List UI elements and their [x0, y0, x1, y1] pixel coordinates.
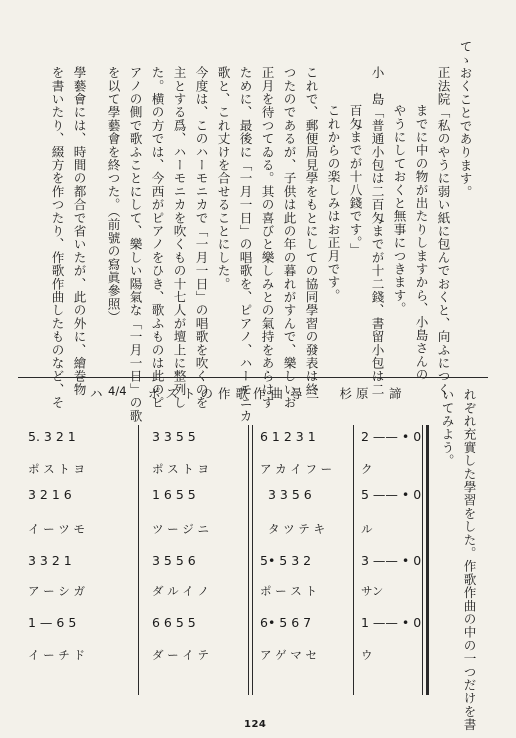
barline [353, 425, 354, 695]
text-column-8: これで、郵便局見學をもとにしての協同學習の發表は終 [303, 66, 319, 396]
right-text-column-1: れぞれ充實した學習をした。作歌作曲の中の一つだけを書 [461, 388, 477, 732]
measure-lyrics: ク [361, 462, 373, 476]
measure-notes: 5 —— • 0 [361, 487, 422, 502]
song-title: ポストの作歌作曲 [148, 386, 289, 401]
measure-lyrics: イ ー チ ド [28, 648, 85, 662]
song-author: 尋三 杉原 諦 [290, 386, 406, 401]
text-column-2: 正法院「私のやうに弱い紙に包んでおくと、向ふにつく [435, 66, 451, 396]
measure-notes: 1 6 5 5 [152, 487, 196, 502]
text-column-3: までに中の物が出たりしますから、小島さんの [413, 104, 429, 382]
measure-lyrics: ア ー シ ガ [28, 584, 85, 598]
measure-notes: 5. 3 2 1 [28, 429, 76, 444]
measure-lyrics: ポ ス ト ヨ [152, 462, 209, 476]
text-column-11: ために、最後に「一月一日」の唱歌を、ピアノ、ハーモニカ [237, 66, 253, 423]
measure-lyrics: ア カ イ フ ー [260, 462, 333, 476]
measure-notes: 1 — 6 5 [28, 615, 77, 630]
measure-notes: 6 1 2 3 1 [260, 429, 316, 444]
measure-notes: 1 —— • 0 [361, 615, 422, 630]
measure-notes: 3 5 5 6 [152, 553, 196, 568]
measure-notes: 6 6 5 5 [152, 615, 196, 630]
measure-lyrics: サン [361, 584, 384, 598]
measure-notes: 5• 5 3 2 [260, 553, 312, 568]
measure-lyrics: ル [361, 522, 373, 536]
text-column-5: 小 島「普通小包は二百匁までが十二錢、書留小包は二 [369, 66, 385, 396]
text-column-9: つたのであるが、子供は此の年の暮れがすんで、樂しいお [281, 66, 297, 410]
measure-lyrics: ダ ー イ テ [152, 648, 209, 662]
measure-lyrics: ダ ル イ ノ [152, 584, 209, 598]
measure-lyrics: イ ー ツ モ [28, 522, 85, 536]
song-time: 4/4 [108, 384, 127, 398]
right-text-column-2: いてみよう。 [439, 388, 455, 468]
measure-notes: 3 3 2 1 [28, 553, 72, 568]
page-number: 124 [244, 719, 267, 730]
measure-notes: 2 —— • 0 [361, 429, 422, 444]
text-column-14: 主とする爲、ハーモニカを吹くもの十七人が壇上に整列し [171, 66, 187, 410]
measure-notes: 3 —— • 0 [361, 553, 422, 568]
measure-notes: 6• 5 6 7 [260, 615, 312, 630]
text-column-10: 正月を待つてゐる。其の喜びと樂しみとの氣持をあらはす [259, 66, 275, 410]
measure-notes: 3 2 1 6 [28, 487, 72, 502]
text-column-15: た。横の方では、今西がピアノをひき、歌ふものは此のピ [149, 66, 165, 410]
text-column-1: てゝおくことであります。 [457, 40, 473, 199]
text-column-13: 今度は、このハーモニカで「一月一日」の唱歌を吹くのを [193, 66, 209, 410]
measure-lyrics: ウ [361, 648, 373, 662]
text-column-16: アノの側で歌ふことにして、樂しい陽氣な「一月一日」の歌 [127, 66, 143, 423]
text-column-6: 百匁までが十八錢です。」 [347, 104, 363, 257]
measure-notes: 3 3 5 6 [268, 487, 312, 502]
barline [138, 425, 139, 695]
text-column-4: やうにしておくと無事につきます。 [391, 104, 407, 316]
text-column-18: 學藝會には、時間の都合で省いたが、此の外に、繪巻物 [71, 66, 87, 396]
text-column-7: これからの楽しみはお正月です。 [325, 104, 341, 302]
measure-lyrics: ツ ー ジ ニ [152, 522, 209, 536]
section-divider [18, 377, 488, 378]
measure-lyrics: ア ゲ マ セ [260, 648, 317, 662]
music-score [28, 425, 428, 695]
text-column-12: 歌と、これ丈けを合せることにした。 [215, 66, 231, 291]
measure-lyrics: タ ツ テ キ [268, 522, 325, 536]
measure-notes: 3 3 5 5 [152, 429, 196, 444]
text-column-17: を以て學藝會を終つた。（前號の寫眞參照） [105, 66, 121, 324]
text-column-19: を書いたり、綴方を作つたり、作歌作曲したものなど、そ [49, 66, 65, 410]
measure-lyrics: ポ ー ス ト [260, 584, 317, 598]
measure-lyrics: ポ ス ト ヨ [28, 462, 85, 476]
song-heading [90, 384, 420, 412]
song-key: ハ [90, 386, 103, 401]
